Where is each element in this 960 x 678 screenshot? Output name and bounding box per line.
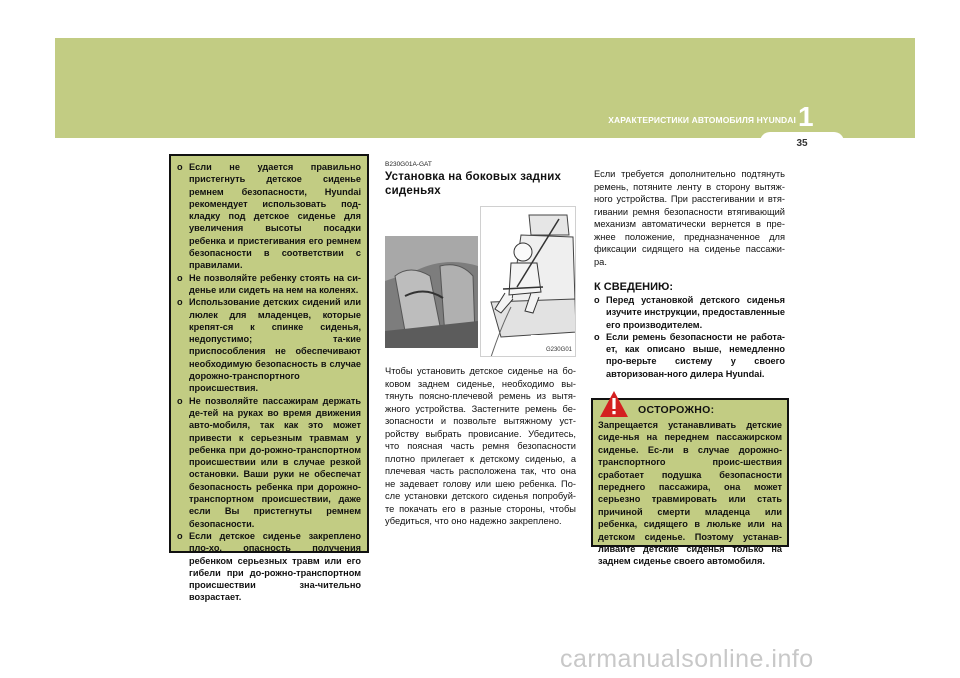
caution-item	[176, 272, 361, 297]
right-column	[594, 168, 785, 380]
warning-heading: ОСТОРОЖНО:	[638, 404, 715, 416]
warning-triangle-icon	[599, 390, 629, 418]
section-title: ХАРАКТЕРИСТИКИ АВТОМОБИЛЯ HYUNDAI	[608, 115, 796, 125]
caution-item-text: Если детское сиденье закреплено пло-хо, опасность получения ребенком серьезных травм или его гибели при до-рожно-транспортном происшествии зна-чительно возрастает.	[189, 530, 361, 603]
caution-item-text: Не позволяйте пассажирам держать де-тей на руках во время движения авто-мобиля, так как это может привести к серьезным травмам у ребенка при до-рожно-транспортном происшествии или в случае резкой остановки. Ваши руки не обеспечат безопасность ребенка при дорожно-транспортном происшествии, даже если Вы пристегнуты ремнем безопасности.	[189, 395, 361, 529]
caution-item	[176, 530, 361, 604]
child-seat-figure	[385, 206, 576, 357]
caution-item-text: Использование детских сидений или люлек для младенцев, которые крепят-ся к спинке сиденья, недопустимо; та-кие приспособления не обеспечивают необходимую безопасность в случае дорожно-транспортного происшествия.	[189, 297, 361, 394]
right-body-text: Если требуется дополнительно подтянуть ремень, потяните ленту в сторону вытяж-ного устройства. При расстегивании и втя-гивании ремня безопасности втягивающий механизм автоматически вернется в пре-жнее положение, предназначенное для фиксации сидящего на сиденье пассажи-ра.	[594, 169, 785, 267]
bullet: o	[177, 162, 183, 172]
bullet: o	[177, 395, 183, 406]
bullet: o	[594, 295, 600, 305]
section-heading: Установка на боковых задних сиденьях	[385, 171, 562, 197]
bullet: o	[177, 530, 183, 541]
notice-list	[594, 294, 785, 380]
warning-box	[591, 398, 789, 567]
child-seat-illustration	[481, 207, 576, 357]
caution-item	[176, 296, 361, 394]
watermark: carmanualsonline.info	[560, 645, 814, 673]
car-interior-photo	[385, 236, 478, 348]
middle-body-text: Чтобы установить детское сиденье на бо-ковом заднем сиденье, необходимо вы-тянуть поясно-плечевой ремень из вытя-жного устройства. Застегните ремень бе-зопасности и позвольте вытяжному уст-ройству выбрать провисание. Убедитесь, что поясная часть ремня безопасности плотно прилегает к детскому сиденью, а плечевая часть расположена так, что она не задевает голову или шею ребенка. По-сле установки детского сиденья попробуй-те покачать его в разные стороны, чтобы убедиться, что оно надежно закреплено.	[385, 366, 576, 526]
notice-heading: К СВЕДЕНИЮ:	[594, 281, 674, 293]
caution-box	[169, 154, 369, 603]
notice-item	[594, 331, 785, 380]
caution-item-text: Если не удается правильно пристегнуть детское сиденье ремнем безопасности, Hyundai рекомендует использовать под-кладку под детское сиденье для увеличения высоты посадки ребенка и пристегивания его ремнем безопасности в соответствии с правилами.	[189, 162, 361, 271]
car-interior-illustration	[385, 236, 478, 348]
middle-column	[385, 155, 576, 528]
chapter-number: 1	[798, 101, 814, 132]
figure-label: G230G01	[545, 347, 572, 353]
caution-item-text: Не позволяйте ребенку стоять на си-денье или сидеть на нем на коленях.	[189, 272, 361, 295]
warning-text: Запрещается устанавливать детские сиде-нья на переднем пассажирском сиденье. Ес-ли в случае дорожно-транспортного проис-шествия сработает подушка безопасности переднего пассажира, она может серьезно травмировать или стать причиной смерти младенца или ребенка, сидящего в люльке или на детском сиденье. Поэтому устанав-ливайте детские сиденья только на заднем сиденье своего автомобиля.	[598, 420, 782, 567]
caution-item	[176, 161, 361, 272]
bullet: o	[177, 297, 183, 308]
caution-item	[176, 395, 361, 530]
page-number: 35	[796, 138, 808, 149]
notice-item-text: Если ремень безопасности не работа-ет, как описано выше, немедленно про-верьте систему у своего авторизован-ного дилера Hyundai.	[606, 331, 785, 379]
section-code: B230G01A-GAT	[385, 161, 432, 168]
bullet: o	[177, 272, 183, 283]
child-seat-drawing	[480, 206, 576, 357]
bullet: o	[594, 331, 600, 342]
notice-item	[594, 294, 785, 331]
notice-item-text: Перед установкой детского сиденья изучите инструкции, предоставленные его производителем.	[606, 295, 786, 330]
